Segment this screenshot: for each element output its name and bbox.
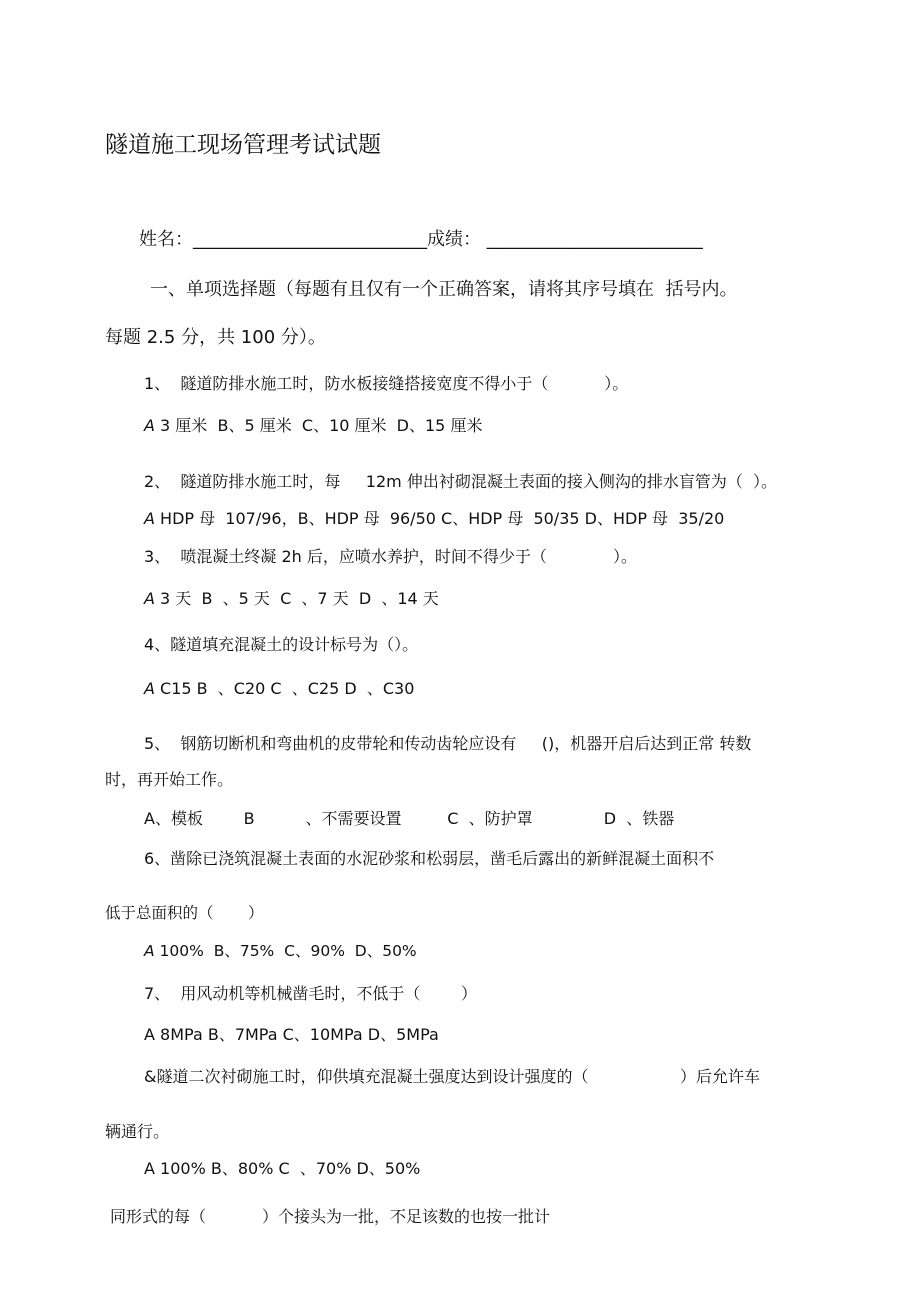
question-8-stem-cont: 辆通行。: [105, 1122, 170, 1141]
question-2-stem: 2、 隧道防排水施工时，每 12m 伸出衬砌混凝土表面的接入侧沟的排水盲管为（ ）。: [144, 472, 777, 491]
options-text: 3 厘米 B、5 厘米 C、10 厘米 D、15 厘米: [154, 416, 483, 435]
question-6-options: [144, 944, 417, 960]
question-5-options: A、模板 B 、不需要设置 C 、防护罩 D 、铁器: [144, 809, 675, 828]
student-info-line: [139, 231, 703, 249]
question-3-options: [144, 591, 439, 607]
question-1-stem: 1、 隧道防排水施工时，防水板接缝搭接宽度不得小于（ ）。: [144, 374, 629, 393]
name-blank[interactable]: __________________________: [193, 229, 427, 250]
question-2-options: [144, 511, 724, 527]
question-3-stem: 3、 喷混凝土终凝 2h 后，应喷水养护，时间不得少于（ ）。: [144, 547, 637, 566]
option-letter: A: [144, 416, 155, 435]
question-1-options: [144, 418, 482, 434]
question-7-options: A 8MPa B、7MPa C、10MPa D、5MPa: [144, 1025, 439, 1044]
question-8-options: A 100% B、80% C 、70% D、50%: [144, 1159, 421, 1178]
options-text: C15 B 、C20 C 、C25 D 、C30: [154, 679, 415, 698]
score-label: 成绩：: [427, 229, 481, 250]
question-4-stem: 4、隧道填充混凝土的设计标号为（）。: [144, 635, 419, 654]
question-8-stem: &隧道二次衬砌施工时，仰供填充混凝土强度达到设计强度的（ ）后允许车: [144, 1067, 761, 1086]
score-blank[interactable]: ________________________: [486, 229, 703, 250]
question-6-stem: 6、凿除已浇筑混凝土表面的水泥砂浆和松弱层，凿毛后露出的新鲜混凝土面积不: [144, 849, 715, 868]
option-letter: A: [144, 679, 155, 698]
question-4-options: [144, 681, 414, 697]
section-heading-line2: 每题 2.5 分，共 100 分）。: [105, 327, 326, 348]
option-letter: A: [144, 589, 155, 608]
page-fragment: 同形式的每（ ）个接头为一批，不足该数的也按一批计: [110, 1207, 550, 1226]
name-label: 姓名：: [139, 229, 193, 250]
options-text: 100% B、75% C、90% D、50%: [154, 942, 417, 960]
question-5-stem: 5、 钢筋切断机和弯曲机的皮带轮和传动齿轮应设有 ()，机器开启后达到正常 转数: [144, 734, 752, 753]
options-text: HDP 母 107/96，B、HDP 母 96/50 C、HDP 母 50/35 D、HDP 母 35/20: [154, 509, 725, 528]
question-7-stem: 7、 用风动机等机械凿毛时，不低于（ ）: [144, 984, 478, 1003]
option-letter: A: [144, 509, 155, 528]
page-title: 隧道施工现场管理考试试题: [105, 132, 381, 158]
option-letter: A: [144, 942, 155, 960]
question-6-stem-cont: 低于总面积的（ ）: [105, 904, 264, 922]
options-text: 3 天 B 、5 天 C 、7 天 D 、14 天: [154, 589, 439, 608]
section-heading-line1: 一、单项选择题（每题有且仅有一个正确答案，请将其序号填在 括号内。: [150, 279, 738, 300]
question-5-stem-cont: 时，再开始工作。: [105, 770, 234, 789]
